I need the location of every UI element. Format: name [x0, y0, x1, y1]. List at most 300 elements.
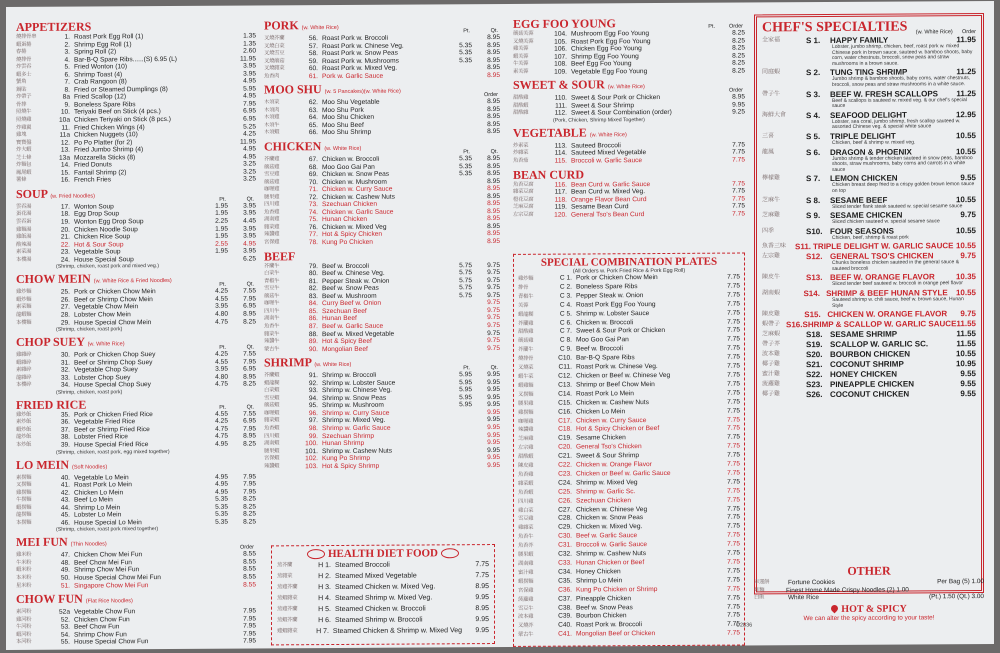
chef-special-row: [762, 369, 976, 379]
item-price: 9.95: [475, 627, 489, 635]
menu-item: [16, 440, 256, 449]
item-price: 7.75: [732, 148, 745, 157]
chow-fun-section: [16, 592, 256, 647]
item-name: Sesame Bean Curd: [571, 203, 629, 211]
item-number: 103.: [305, 462, 318, 470]
beef-section: [264, 249, 500, 354]
item-name: Mongolian Beef or Chicken: [576, 630, 656, 638]
item-name: Szechuan Shrimp: [322, 432, 375, 440]
chinese-name: 雞塊: [16, 132, 27, 139]
chinese-name: 炸大蝦: [16, 147, 32, 154]
item-name: Chicken Chow Mei Fun: [74, 551, 143, 559]
pork-price-label-1: Qt.: [490, 28, 498, 35]
menu-item: [518, 630, 740, 640]
chef-special-item: [762, 319, 976, 329]
chinese-name: 素菜湯: [16, 249, 32, 256]
chop-suey-section: [16, 335, 256, 396]
item-name: COCONUT CHICKEN: [830, 389, 910, 400]
item-number: 105.: [554, 38, 567, 46]
item-number: 95.: [308, 402, 318, 410]
item-number: 45.: [60, 511, 70, 519]
item-price: 10.35: [955, 272, 976, 282]
chinese-name: 左宗雞: [518, 445, 534, 452]
chicken-title: [264, 140, 361, 157]
chinese-name: 叉燒蘑菇: [264, 57, 285, 65]
chinese-name: 木須蝦: [264, 129, 280, 136]
item-price: 7.75: [475, 572, 489, 580]
item-name: Bean Curd w. Mixed Veg.: [571, 188, 646, 196]
price-quart: 8.95: [243, 373, 256, 381]
chow-mein-note: (w. White Rice & Fried Noodles): [93, 278, 172, 285]
item-name: Szechuan Chicken: [576, 496, 631, 505]
mei-fun-title: [16, 536, 107, 553]
fried-rice-section: [16, 397, 256, 455]
chef-special-item: [762, 241, 976, 251]
price-quart: 3.95: [243, 247, 256, 255]
item-name: Beef Lo Mein: [74, 496, 113, 504]
chinese-name: 魚香雞: [518, 471, 534, 478]
chinese-name: 咖喱雞: [264, 186, 280, 193]
chef-special-item: [762, 147, 976, 174]
chinese-name: 木須雞: [264, 114, 280, 121]
price-quart: 8.95: [487, 56, 500, 64]
special-combination-box: [513, 253, 745, 647]
mei-fun-price-label-0: Order: [239, 544, 254, 551]
chinese-name: 帶子芥: [762, 341, 781, 348]
item-name: Kung Po Shrimp: [322, 454, 371, 463]
hot-spicy-note: [754, 603, 984, 622]
item-number: 72.: [308, 193, 318, 201]
item-number: 30.: [60, 351, 70, 359]
price-quart: 7.95: [243, 480, 256, 488]
chinese-name: 炸麵: [754, 586, 765, 593]
menu-item: [513, 210, 745, 219]
chinese-name: 本撈麵: [16, 519, 32, 526]
egg-foo-young-price-label-1: Order: [728, 23, 743, 30]
item-name: Lobster Lo Mein: [74, 511, 122, 519]
item-number: S 2.: [806, 68, 821, 78]
price-quart: 8.25: [243, 440, 256, 448]
chinese-name: 橙花豆腐: [513, 196, 534, 203]
price-pint: [444, 231, 472, 239]
item-number: 92.: [308, 379, 318, 387]
item-name: Po Po Platter (for 2): [74, 138, 133, 147]
chef-special-row: [762, 389, 976, 399]
appetizers-section: [16, 19, 256, 184]
item-name: HAPPY FAMILY: [830, 35, 889, 45]
item-name: Shrimp Chow Mei Fun: [74, 566, 140, 575]
chinese-name: 雞芙蓉: [513, 45, 529, 53]
item-name: Beef Egg Foo Young: [571, 60, 632, 68]
chef-special-row: [762, 309, 976, 319]
item-number: 52.: [60, 616, 70, 624]
item-price: 3.25: [243, 175, 256, 183]
price-pint: 5.35: [215, 510, 228, 518]
item-price: 9.95: [475, 616, 489, 624]
price-quart: 7.95: [243, 473, 256, 481]
item-name: Moo Shu Vegetable: [322, 99, 380, 107]
item-price: 7.75: [727, 594, 740, 602]
vegetable-title: [513, 126, 627, 143]
item-price: 5.25: [243, 123, 256, 131]
item-number: 17.: [60, 203, 70, 211]
price-pint: 5.35: [459, 41, 472, 49]
item-number: 90.: [308, 345, 318, 353]
item-name: Sweet & Sour Pork or Chicken: [571, 94, 661, 102]
hot-spicy-text: We can alter the spicy according to your taste!: [803, 613, 935, 622]
item-number: C14.: [558, 390, 572, 398]
item-number: 44.: [60, 504, 70, 512]
item-price: 7.95: [243, 637, 256, 645]
item-price: 10.55: [955, 194, 976, 204]
item-name: Fantail Shrimp (2): [74, 169, 127, 177]
chicken-header: [264, 139, 500, 156]
price-pint: [444, 315, 472, 323]
item-price: 4.95: [243, 92, 256, 100]
chow-fun-title: [16, 592, 133, 609]
chinese-name: 甜酸雞: [518, 329, 534, 336]
chefs-specialties-list: [762, 35, 976, 400]
item-description: Sauteed shrimp w. chili sauce, beef w. brown sauce, Hunan Style: [832, 296, 964, 309]
price-pint: 5.35: [215, 495, 228, 503]
item-description: Sliced tender beef sauteed w. broccoli in orange peel flavor: [832, 280, 963, 288]
menu-item: [264, 462, 500, 471]
pork-price-label-0: Pt.: [463, 28, 470, 35]
bean-curd-section: [513, 167, 745, 219]
item-price: 7.75: [727, 433, 740, 441]
chow-mein-footnote: (Shrimp, chicken, roast pork): [56, 326, 123, 333]
price-quart: 6.95: [243, 302, 256, 310]
shrimp-title-text: SHRIMP: [264, 355, 312, 370]
item-price: 1.35: [243, 40, 256, 48]
item-number: 55.: [60, 638, 70, 646]
item-name: House Special Chow Mei Fun: [74, 574, 161, 582]
sweet-sour-header: [513, 78, 745, 95]
price-pint: [444, 185, 472, 193]
item-price: 7.75: [727, 318, 740, 326]
lo-mein-note: (Soft Noodles): [72, 463, 108, 471]
price-pint: 4.25: [215, 417, 228, 426]
chinese-name: 叉撈麵: [518, 391, 534, 398]
sweet-sour-title-text: SWEET & SOUR: [513, 77, 605, 93]
item-name: Pork or Chicken Chow Mein: [576, 274, 658, 282]
item-number: C33.: [558, 559, 572, 567]
lobster-icon: [307, 550, 325, 560]
chinese-name: 蝦炒飯: [16, 426, 32, 433]
item-number: C39.: [558, 612, 572, 621]
item-number: S 8.: [806, 195, 821, 205]
item-name: COCONUT SHRIMP: [830, 359, 904, 370]
item-number: 27.: [60, 304, 70, 312]
chinese-name: 芝麻牛: [762, 196, 781, 203]
item-price: 8.55: [243, 581, 256, 589]
item-name: Vegetable Soup: [74, 248, 121, 256]
item-name: Beef w. Mixed Vegetable: [322, 330, 395, 338]
item-name: Chicken Rice Soup: [74, 233, 131, 241]
item-name: HONEY CHICKEN: [830, 369, 897, 380]
item-name: Boneless Spare Ribs: [576, 283, 638, 291]
item-price: 7.95: [243, 100, 256, 108]
chef-special-item: [762, 35, 976, 68]
item-name: Vegetable Chop Suey: [74, 366, 138, 374]
price-quart: 8.25: [243, 510, 256, 518]
other-title: OTHER: [847, 563, 891, 578]
item-name: Shrimp w. Curry Sauce: [322, 409, 390, 417]
item-price: 7.75: [727, 362, 740, 370]
chinese-name: 宮保雞: [264, 239, 280, 246]
price-pint: [444, 462, 472, 470]
item-number: 93.: [308, 387, 318, 395]
price-quart: 9.75: [487, 314, 500, 322]
chinese-name: 雪豆雞: [264, 171, 280, 178]
item-price: 7.75: [727, 380, 740, 388]
price-quart: 8.95: [487, 192, 500, 200]
item-number: S14.: [803, 289, 820, 299]
item-number: C30.: [558, 532, 572, 540]
chop-suey-title: [16, 335, 125, 352]
chinese-name: 四季: [762, 228, 775, 235]
item-name: Moo Goo Gai Pan: [576, 336, 629, 344]
price-quart: 9.75: [487, 344, 500, 352]
item-name: Shrimp Lo Mein: [74, 504, 121, 512]
item-number: C35.: [558, 577, 572, 585]
egg-foo-young-section: [513, 17, 745, 77]
chef-special-row: [762, 379, 976, 389]
item-price: 3.95: [243, 62, 256, 70]
chinese-name: 蝦牛菜: [518, 373, 534, 380]
item-number: 81.: [308, 277, 318, 285]
item-number: 25.: [60, 288, 70, 296]
chef-special-item: [762, 89, 976, 110]
chinese-name: 蝦芙蓉: [513, 53, 529, 60]
price-quart: 8.95: [487, 200, 500, 208]
price-quart: 8.95: [487, 238, 500, 246]
price-pint: 5.35: [459, 162, 472, 170]
item-number: 86.: [308, 315, 318, 323]
price-quart: 7.55: [243, 287, 256, 295]
item-number: 64.: [308, 114, 318, 122]
item-number: 68.: [308, 163, 318, 171]
item-name: House Special Lo Mein: [74, 518, 142, 527]
item-number: 31.: [60, 359, 70, 367]
item-name: Chicken Nuggets (10): [74, 131, 138, 139]
price-pint: 5.95: [459, 386, 472, 394]
chinese-name: 辣醬牛: [264, 338, 280, 345]
hot-spicy-title-text: HOT & SPICY: [841, 603, 907, 615]
item-price: 2.60: [243, 47, 256, 55]
chef-special-row: [762, 339, 976, 349]
item-number: 75.: [308, 216, 318, 224]
item-price: 7.75: [727, 620, 740, 628]
item-name: TUNG TING SHRIMP: [830, 67, 908, 78]
price-quart: 9.95: [487, 416, 500, 424]
price-quart: 9.95: [487, 454, 500, 462]
price-quart: 4.45: [243, 217, 256, 225]
chinese-name: 蝦帶子: [762, 321, 781, 328]
price-pint: 3.95: [215, 365, 228, 373]
item-price: 8.55: [243, 558, 256, 566]
item-name: House Special Chow Mein: [74, 318, 152, 327]
item-number: 98.: [308, 425, 318, 433]
price-pint: 5.95: [459, 371, 472, 379]
item-price: 3.25: [243, 168, 256, 176]
item-price: 7.75: [727, 540, 740, 548]
chef-special-item: [762, 349, 976, 359]
chinese-name: 雜菜蝦: [518, 480, 534, 487]
chinese-name: 叉燒芥蘭: [264, 35, 285, 42]
other-list: [754, 578, 984, 602]
menu-item: [16, 318, 256, 327]
item-name: Steamed Mixed Vegetable: [335, 572, 417, 581]
chinese-name: 燒排骨: [16, 56, 32, 63]
price-pint: 5.75: [459, 261, 472, 269]
chinese-name: 蘑菇雞: [518, 338, 534, 345]
item-description: Jumbo shrimp & bamboo shoots, baby corns, water chestnuts, broccoli, snow peas and straw mushrooms in a white sauce.: [832, 75, 971, 88]
soup-header: [16, 186, 256, 203]
chinese-name: 蝦多士: [16, 71, 32, 78]
price-pint: [444, 200, 472, 208]
item-name: Beef w. Mushroom: [322, 292, 377, 300]
item-price: 11.55: [956, 329, 976, 339]
item-number: 54.: [60, 631, 70, 639]
chinese-name: 帶子牛: [762, 90, 781, 97]
item-price: 7.75: [727, 371, 740, 379]
item-number: 26.: [60, 296, 70, 304]
price-quart: 9.95: [487, 371, 500, 379]
item-name: Shrimp w. Broccoli: [322, 371, 377, 380]
menu-item: [264, 72, 500, 81]
item-price: 11.55: [956, 319, 976, 329]
chef-special-item: [762, 309, 976, 319]
chefs-specialties-box: [754, 13, 984, 594]
item-number: H 1.: [318, 562, 331, 570]
chinese-name: 波本雞: [762, 351, 781, 358]
chinese-name: 雪豆牛: [518, 605, 534, 612]
lo-mein-section: [16, 457, 256, 533]
chicken-note: (w. White Rice): [324, 145, 362, 153]
item-price: 7.75: [732, 195, 745, 203]
chefs-order-text: Order: [961, 29, 976, 36]
chinese-name: 牛河粉: [16, 624, 32, 631]
item-name: Roast Pork Egg Roll (1): [74, 33, 144, 41]
item-name: Chicken w. Cashew Nuts: [322, 193, 395, 201]
item-number: 20.: [60, 226, 70, 234]
item-name: Shrimp w. Snow Peas: [322, 394, 387, 402]
item-number: 40.: [60, 474, 70, 482]
price-quart: 8.95: [487, 185, 500, 193]
price-quart: 9.75: [487, 291, 500, 299]
price-pint: 1.95: [215, 232, 228, 240]
item-number: C17.: [558, 417, 572, 425]
item-name: Lobster Fried Rice: [74, 433, 128, 442]
price-quart: 9.75: [487, 306, 500, 314]
moo-shu-header: [264, 82, 500, 99]
chinese-name: 芥蘭牛: [264, 262, 280, 270]
item-number: 29.: [60, 319, 70, 327]
chinese-name: 排骨: [518, 284, 529, 291]
item-name: Sweet & Sour Combination (order): [571, 109, 672, 117]
chinese-name: 陳皮雞: [762, 311, 781, 318]
item-number: 61.: [308, 72, 318, 80]
item-number: 91.: [308, 372, 318, 380]
moo-shu-note: (w. 5 Pancakes)(w. White Rice): [324, 88, 401, 96]
price-quart: 9.75: [487, 321, 500, 330]
item-price: 7.75: [727, 603, 740, 611]
price-pint: 5.75: [459, 291, 472, 300]
chinese-name: 魚香茄: [513, 157, 529, 164]
item-number: 114.: [554, 150, 567, 158]
shrimp-title: [264, 356, 351, 373]
item-number: C24.: [558, 479, 572, 487]
item-name: SESAME BEEF: [830, 195, 888, 205]
chef-special-item: [762, 110, 976, 131]
item-price: 7.75: [727, 389, 740, 397]
item-number: H 6.: [318, 617, 331, 625]
chinese-name: 芝麻雞: [518, 436, 534, 443]
chinese-name: 本米粉: [16, 574, 32, 581]
chinese-name: 海鮮大會: [762, 112, 787, 119]
chinese-name: 酸辣湯: [16, 241, 32, 248]
item-number: C 7.: [559, 327, 572, 336]
soup-title: [16, 187, 95, 203]
item-number: S 4.: [806, 110, 821, 120]
item-price: 10.55: [955, 288, 976, 298]
chinese-name: 蝦撈麵: [518, 578, 534, 585]
item-number: 77.: [308, 231, 318, 239]
price-pint: 4.95: [215, 480, 228, 488]
chinese-name: 薯條: [16, 177, 27, 184]
egg-foo-young-title-text: EGG FOO YOUNG: [513, 16, 616, 31]
print-code: C2836: [736, 622, 753, 629]
item-number: C15.: [558, 399, 572, 407]
item-price: 7.75: [727, 478, 740, 486]
item-number: S12.: [806, 252, 823, 262]
item-name: Wonton Egg Drop Soup: [74, 218, 144, 226]
chinese-name: 燒排骨串: [16, 33, 37, 40]
item-name: Shrimp or Beef Chow Mein: [576, 380, 655, 389]
health-diet-box: [271, 544, 495, 645]
item-description: Jumbo shrimp & tender chicken sauteed in snow peas, bamboo shoots, straw mushrooms, baby corns and carrots in a white sauce: [832, 154, 973, 173]
price-quart: 4.95: [243, 240, 256, 248]
chinese-name: 蛋花湯: [16, 211, 32, 218]
item-name: Bar-B-Q Spare Ribs: [576, 354, 635, 362]
item-name: Beef Chow Fun: [74, 623, 120, 631]
item-price: 8.55: [243, 550, 256, 558]
chinese-name: 魚香豆腐: [513, 181, 534, 188]
price-quart: 8.95: [487, 230, 500, 238]
chinese-name: 骨排: [16, 101, 27, 108]
item-name: Sweet & Sour Shrimp: [571, 102, 635, 110]
chinese-name: 蝦龍糊: [264, 380, 280, 387]
chinese-name: 雜菜豆腐: [513, 188, 534, 196]
chinese-name: 蒸蝦雜菜: [277, 595, 298, 602]
item-price: 8.55: [243, 573, 256, 581]
item-price: 4.95: [243, 77, 256, 85]
chinese-name: 蝦撈麵: [16, 504, 32, 511]
chinese-name: 宮保雞: [518, 587, 534, 594]
item-name: Fortune Cookies: [788, 578, 835, 587]
chinese-name: 龍炒飯: [16, 434, 32, 441]
chinese-name: 甜酸蝦: [518, 453, 534, 461]
price-pint: [444, 417, 472, 425]
item-name: Chicken w. Broccoli: [322, 155, 380, 164]
item-number: S16.: [786, 320, 803, 330]
item-number: 71.: [308, 186, 318, 194]
item-name: Shrimp w. Cashew Nuts: [322, 447, 392, 455]
price-quart: 9.75: [487, 337, 500, 345]
price-quart: 9.95: [487, 408, 500, 416]
item-name: FOUR SEASONS: [830, 226, 895, 236]
